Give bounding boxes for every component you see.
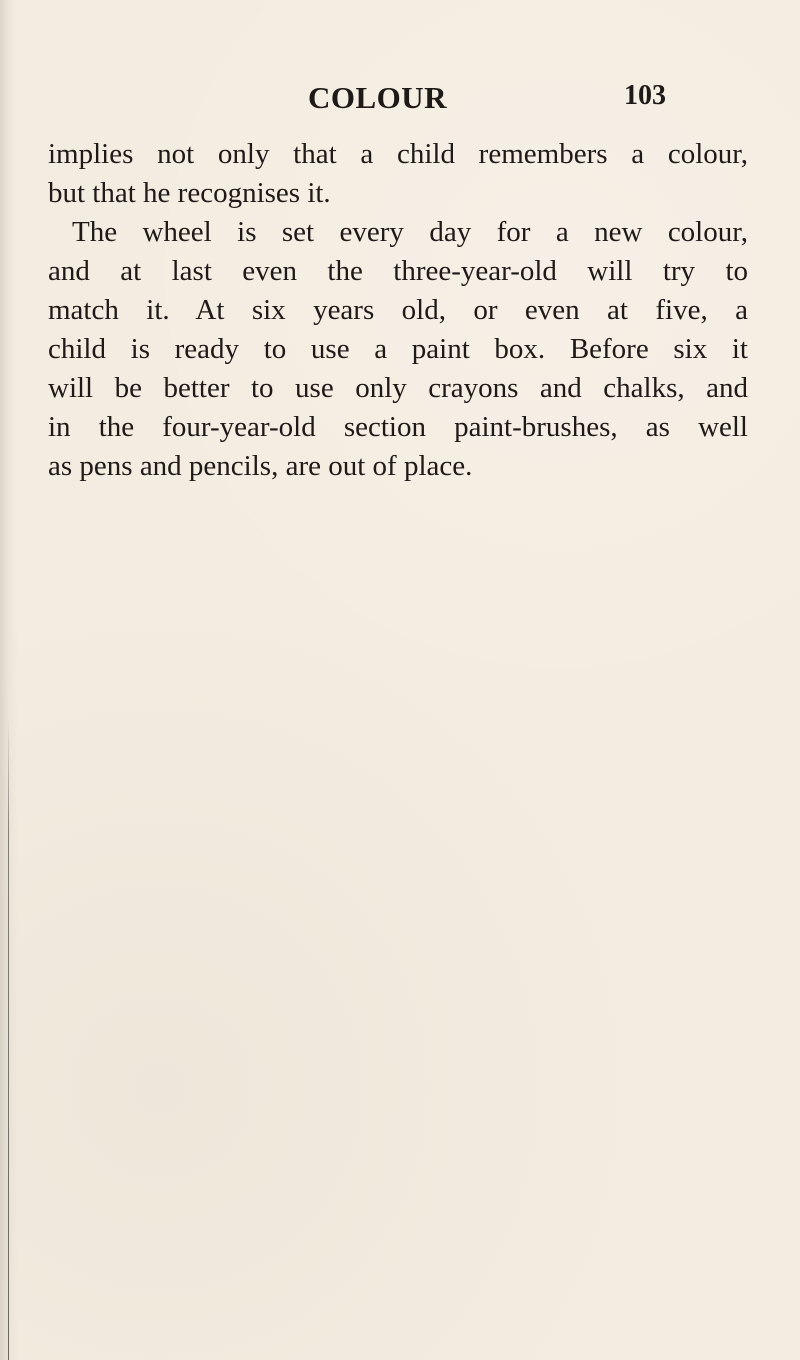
running-head: [0, 76, 800, 116]
text-line: child is ready to use a paint box. Before six it: [48, 333, 748, 365]
paragraph-1: [48, 135, 748, 213]
spine-shadow: [0, 0, 18, 1360]
text-line: implies not only that a child remembers a colour,: [48, 138, 748, 170]
spine-line: [8, 720, 9, 1360]
text-line: match it. At six years old, or even at five, a: [48, 294, 748, 326]
text-line: will be better to use only crayons and chalks, and: [48, 372, 748, 404]
text-line: in the four-year-old section paint-brushes, as well: [48, 411, 748, 443]
running-title: COLOUR: [308, 80, 448, 115]
text-line: The wheel is set every day for a new colour,: [72, 216, 748, 248]
page-number: 103: [624, 80, 666, 111]
text-line: as pens and pencils, are out of place.: [48, 450, 473, 482]
text-line: but that he recognises it.: [48, 177, 331, 209]
paragraph-2: [48, 213, 748, 486]
text-line: and at last even the three-year-old will try to: [48, 255, 748, 287]
body-text: [48, 135, 748, 486]
